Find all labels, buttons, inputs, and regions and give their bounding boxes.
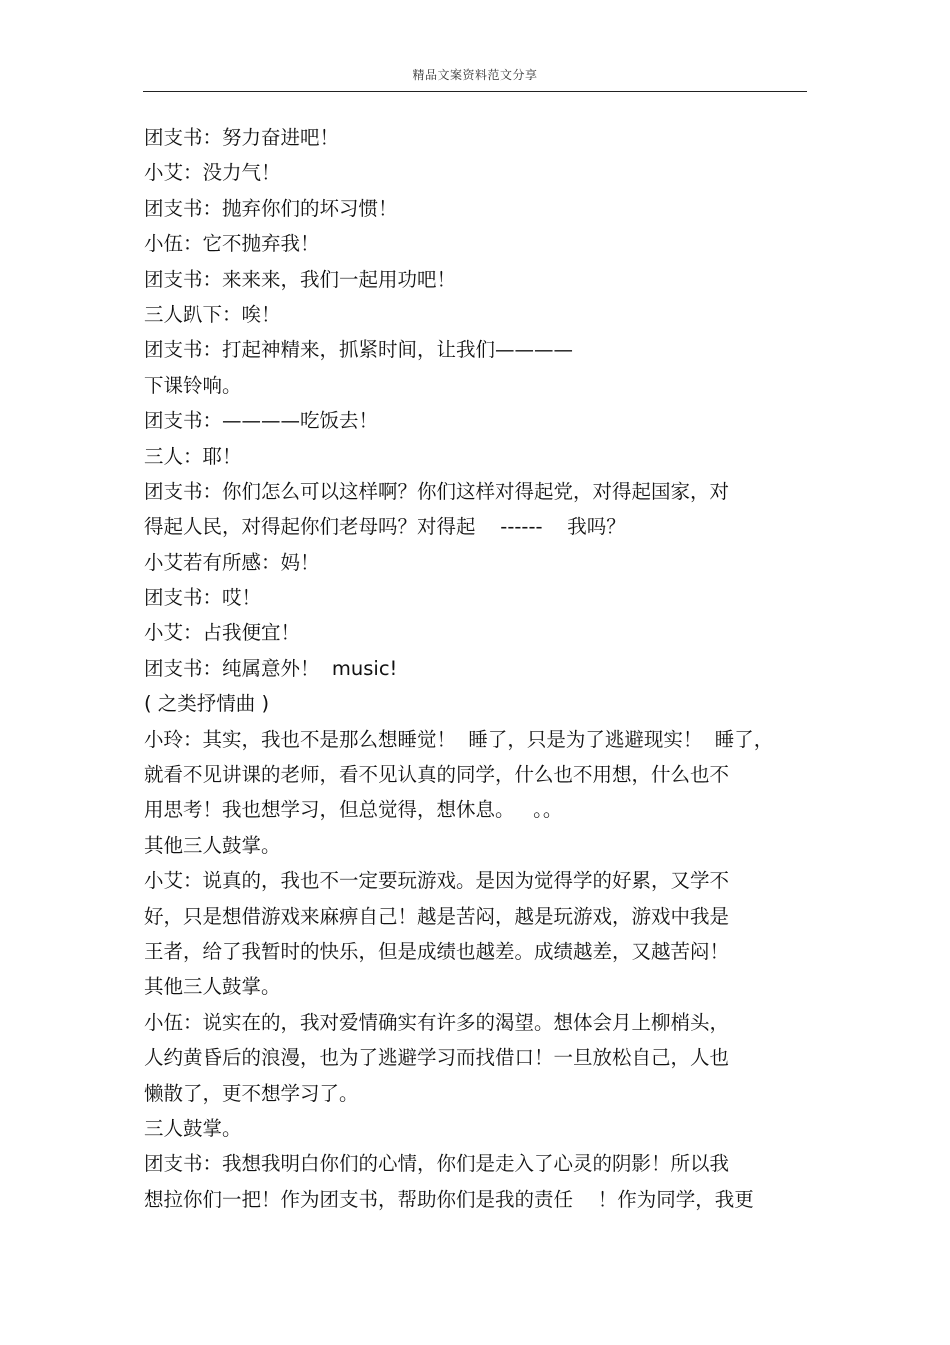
text-line: 小艾：占我便宜！ [144,621,301,645]
script-text [144,120,804,1217]
text-line: 三人鼓掌。 [144,1116,242,1140]
text-line: 王者，给了我暂时的快乐，但是成绩也越差。成绩越差，又越苦闷！ [144,939,730,963]
text-line: 小艾若有所感：妈！ [144,550,320,574]
text-line: 小伍：说实在的，我对爱情确实有许多的渴望。想体会月上柳梢头， [144,1010,730,1034]
text-line: 团支书：我想我明白你们的心情，你们是走入了心灵的阴影！所以我 [144,1152,730,1176]
text-line: 小伍：它不抛弃我！ [144,232,320,256]
text-line: 用思考！我也想学习，但总觉得，想休息。 。。 [144,798,563,822]
text-line: 团支书：努力奋进吧！ [144,126,340,149]
text-line: 人约黄昏后的浪漫，也为了逃避学习而找借口！一旦放松自己，人也 [144,1046,730,1070]
text-line: 团支书：抛弃你们的坏习惯！ [144,196,398,220]
text-line: 就看不见讲课的老师，看不见认真的同学，什么也不用想，什么也不 [144,763,730,787]
text-line: 想拉你们一把！作为团支书，帮助你们是我的责任 ！作为同学，我更 [144,1187,754,1211]
text-line: 得起人民，对得起你们老母吗？对得起 ------ 我吗？ [144,515,626,539]
text-line: 团支书：来来来，我们一起用功吧！ [144,267,457,291]
text-line: 团支书：哎！ [144,586,262,610]
page-header: 精品文案资料范文分享 [412,68,538,82]
text-line: 三人趴下：唉！ [144,302,281,326]
text-line: ( 之类抒情曲 ) [144,692,270,716]
text-line: 团支书：————吃饭去！ [144,409,379,433]
text-line: 懒散了，更不想学习了。 [144,1081,359,1105]
text-line: 其他三人鼓掌。 [144,833,281,857]
text-line: 好，只是想借游戏来麻痹自己！越是苦闷，越是玩游戏，游戏中我是 [144,904,730,928]
text-line: 团支书：你们怎么可以这样啊？你们这样对得起党，对得起国家，对 [144,479,730,503]
text-line: 小玲：其实，我也不是那么想睡觉！ 睡了，只是为了逃避现实！ 睡了， [144,727,774,751]
header-divider [143,91,807,92]
text-line: 小艾：说真的，我也不一定要玩游戏。是因为觉得学的好累，又学不 [144,869,730,893]
text-line: 团支书：纯属意外！ music! [144,656,398,680]
text-line: 三人：耶！ [144,444,242,468]
text-line: 小艾：没力气！ [144,161,281,185]
text-line: 团支书：打起神精来，抓紧时间，让我们———— [144,338,574,362]
text-line: 其他三人鼓掌。 [144,975,281,999]
text-line: 下课铃响。 [144,373,242,397]
